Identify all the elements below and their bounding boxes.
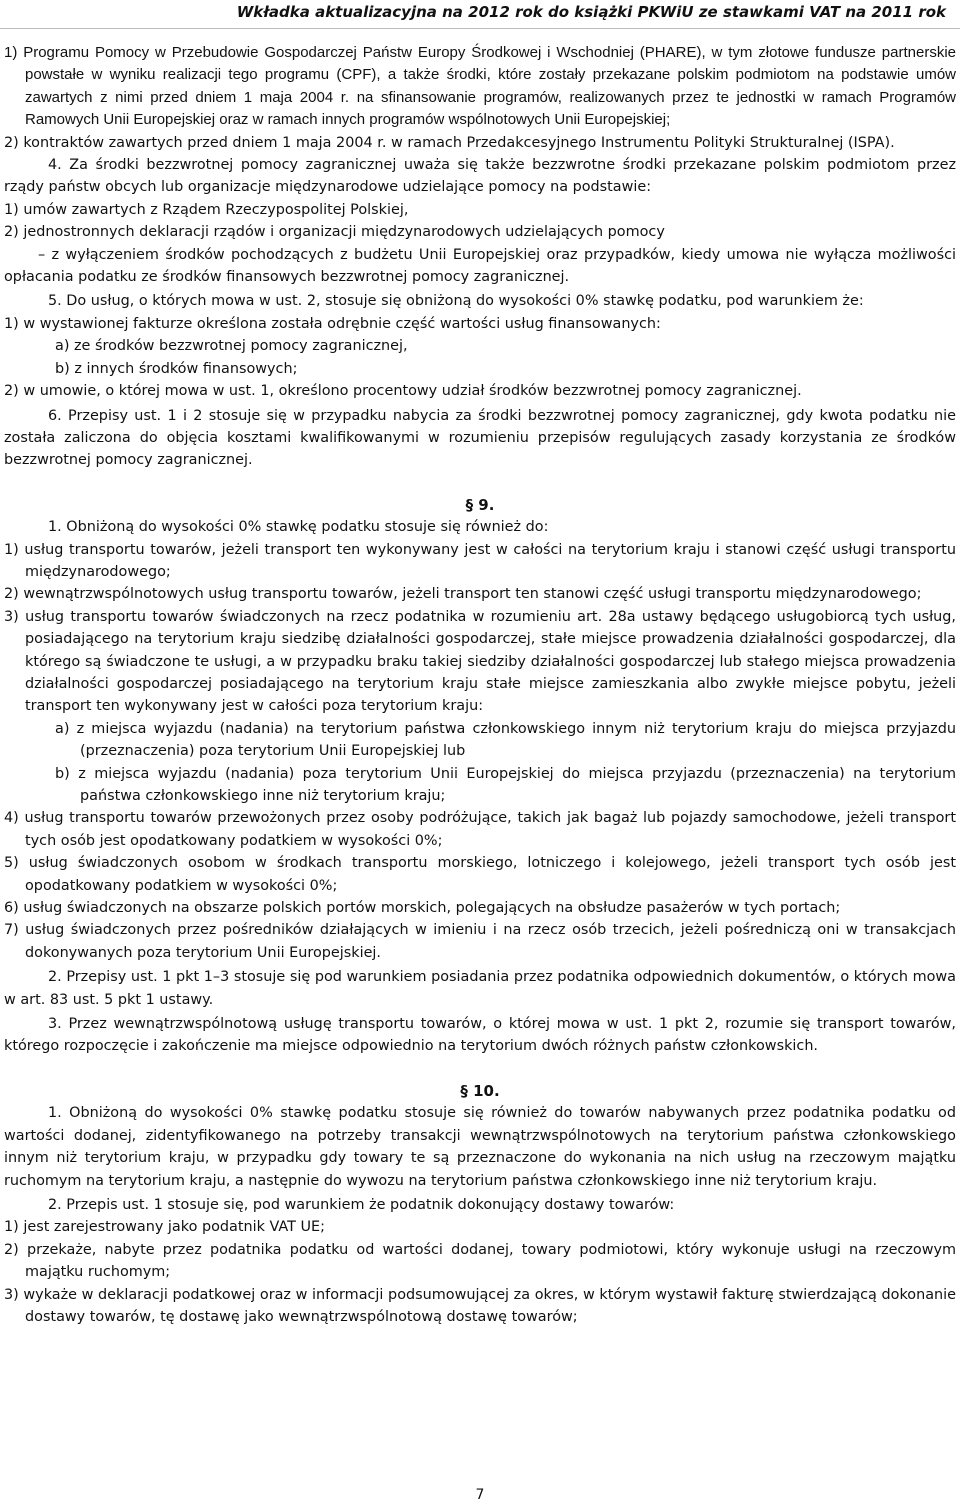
item-9-7: 7) usług świadczonych przez pośredników działających w imieniu i na rzecz osób trzecich, jeżeli pośredniczą oni w transakcjach dokonywanych poza terytorium Unii Europejskiej. — [4, 922, 956, 961]
item-ispa: 2) kontraktów zawartych przed dniem 1 maja 2004 r. w ramach Przedakcesyjnego Instrumentu Polityki Strukturalnej (ISPA). — [4, 134, 895, 151]
paragraph-10-ust-2: 2. Przepis ust. 1 stosuje się, pod warunkiem że podatnik dokonujący dostawy towarów: — [48, 1196, 675, 1213]
item-9-1: 1) usług transportu towarów, jeżeli transport ten wykonywany jest w całości na terytorium kraju i stanowi część usługi transportu międzynarodowego; — [4, 541, 956, 580]
dash-exclusion: – z wyłączeniem środków pochodzących z budżetu Unii Europejskiej oraz przypadków, kiedy umowa nie wyłącza możliwości opłacania podatku ze środków finansowych bezzwrotnej pomocy zagranicznej. — [4, 246, 956, 286]
paragraph-ust-6: 6. Przepisy ust. 1 i 2 stosuje się w przypadku nabycia za środki bezzwrotnej pomocy zagranicznej, gdy kwota podatku nie została zaliczona do objęcia kosztami kwalifikowanymi w rozumieniu przepisów regulujących zasady korzystania ze środków bezzwrotnej pomocy zagranicznej. — [4, 407, 956, 469]
item-deklaracji: 2) jednostronnych deklaracji rządów i organizacji międzynarodowych udzielających pomocy — [4, 224, 665, 241]
section-heading-9: § 9. — [465, 495, 495, 514]
running-header-title: Wkładka aktualizacyjna na 2012 rok do książki PKWiU ze stawkami VAT na 2011 rok — [236, 3, 946, 21]
running-header — [0, 0, 960, 29]
paragraph-9-ust-3: 3. Przez wewnątrzwspólnotową usługę transportu towarów, o której mowa w ust. 1 pkt 2, rozumie się transport towarów, którego rozpoczęcie i zakończenie ma miejsce odpowiednio na terytorium dwóch różnych państw członkowskich. — [4, 1016, 956, 1055]
page-number: 7 — [475, 1487, 485, 1503]
paragraph-9-ust-1: 1. Obniżoną do wysokości 0% stawkę podatku stosuje się również do: — [48, 519, 549, 536]
item-umow: 1) umów zawartych z Rządem Rzeczypospolitej Polskiej, — [4, 201, 409, 218]
item-9-2: 2) wewnątrzwspólnotowych usług transportu towarów, jeżeli transport ten stanowi część usługi transportu międzynarodowego; — [4, 586, 922, 603]
subitem-a-pomocy: a) ze środków bezzwrotnej pomocy zagranicznej, — [55, 338, 408, 355]
item-umowie: 2) w umowie, o której mowa w ust. 1, określono procentowy udział środków bezzwrotnej pomocy zagranicznej. — [4, 383, 802, 400]
item-9-5: 5) usług świadczonych osobom w środkach transportu morskiego, lotniczego i kolejowego, jeżeli transport tych osób jest opodatkowany podatkiem w wysokości 0%; — [4, 855, 956, 894]
paragraph-ust-4: 4. Za środki bezzwrotnej pomocy zagranicznej uważa się także bezzwrotne środki przekazane polskim podmiotom przez rządy państw obcych lub organizacje międzynarodowe udzielające pomocy na podstawie: — [4, 157, 956, 196]
item-9-6: 6) usług świadczonych na obszarze polskich portów morskich, polegających na obsłudze pasażerów w tych portach; — [4, 900, 841, 917]
section-heading-10: § 10. — [460, 1081, 500, 1100]
item-phare-continuation: na sfinansowanie programów, realizowanych przez te jednostki w ramach Programów Ramowych Unii Europejskiej oraz w ramach innych programów wspólnotowych Unii Europejskiej; — [25, 88, 956, 129]
item-phare-text: 1) Programu Pomocy w Przebudowie Gospodarczej Państw Europy Środkowej i Wschodniej (PHARE), w tym złotowe fundusze partnerskie powstałe w wyniku realizacji tego programu (CPF), a także środki, które zostały przekazane polskim podmiotom na podstawie umów zawartych z nimi przed dniem 1 maja 2004 r. — [4, 44, 956, 106]
document-body — [4, 42, 956, 1328]
item-10-2: 2) przekaże, nabyte przez podatnika podatku od wartości dodanej, towary podmiotowi, który wykonuje usługi na rzeczowym majątku ruchomym; — [4, 1241, 956, 1281]
item-fakturze: 1) w wystawionej fakturze określona została odrębnie część wartości usług finansowanych: — [4, 315, 661, 332]
paragraph-ust-5: 5. Do usług, o których mowa w ust. 2, stosuje się obniżoną do wysokości 0% stawkę podatku, pod warunkiem że: — [48, 293, 864, 310]
item-phare — [4, 42, 956, 132]
subitem-9-3-b: b) z miejsca wyjazdu (nadania) poza terytorium Unii Europejskiej do miejsca przyjazdu (przeznaczenia) na terytorium państwa członkowskiego inne niż terytorium kraju; — [55, 765, 956, 804]
paragraph-9-ust-2: 2. Przepisy ust. 1 pkt 1–3 stosuje się pod warunkiem posiadania przez podatnika odpowiednich dokumentów, o których mowa w art. 83 ust. 5 pkt 1 ustawy. — [4, 969, 956, 1008]
item-10-1: 1) jest zarejestrowany jako podatnik VAT UE; — [4, 1219, 325, 1236]
subitem-9-3-a: a) z miejsca wyjazdu (nadania) na terytorium państwa członkowskiego innym niż terytorium kraju do miejsca przyjazdu (przeznaczenia) poza terytorium Unii Europejskiej lub — [55, 720, 956, 760]
item-9-4: 4) usług transportu towarów przewożonych przez osoby podróżujące, takich jak bagaż lub pojazdy samochodowe, jeżeli transport tych osób jest opodatkowany podatkiem w wysokości 0%; — [4, 810, 956, 849]
item-10-3: 3) wykaże w deklaracji podatkowej oraz w informacji podsumowującej za okres, w którym wystawił fakturę stwierdzającą dokonanie dostawy towarów, tę dostawę jako wewnątrzwspólnotową dostawę towarów; — [4, 1286, 956, 1325]
item-9-3: 3) usług transportu towarów świadczonych na rzecz podatnika w rozumieniu art. 28a ustawy będącego usługobiorcą tych usług, posiadającego na terytorium kraju siedzibę działalności gospodarczej, stałe miejsce prowadzenia działalności gospodarczej, dla którego są świadczone te usługi, a w przypadku braku takiej siedziby działalności gospodarczej lub stałego miejsca prowadzenia działalności gospodarczej posiadającego na terytorium kraju stałe miejsce zamieszkania albo zwykłe miejsce pobytu, jeżeli transport ten wykonywany jest w całości poza terytorium kraju: — [4, 608, 956, 715]
paragraph-10-ust-1: 1. Obniżoną do wysokości 0% stawkę podatku stosuje się również do towarów nabywanych przez podatnika podatku od wartości dodanej, zidentyfikowanego na potrzeby transakcji wewnątrzwspólnotowych na terytorium państwa członkowskiego innym niż terytorium kraju, w przypadku gdy towary te są przeznaczone do wykonania na nich usług na rzeczowym majątku ruchomym na terytorium kraju, a następnie do wywozu na terytorium państwa członkowskiego inne niż terytorium kraju. — [4, 1105, 956, 1189]
subitem-b-innych: b) z innych środków finansowych; — [55, 360, 298, 377]
